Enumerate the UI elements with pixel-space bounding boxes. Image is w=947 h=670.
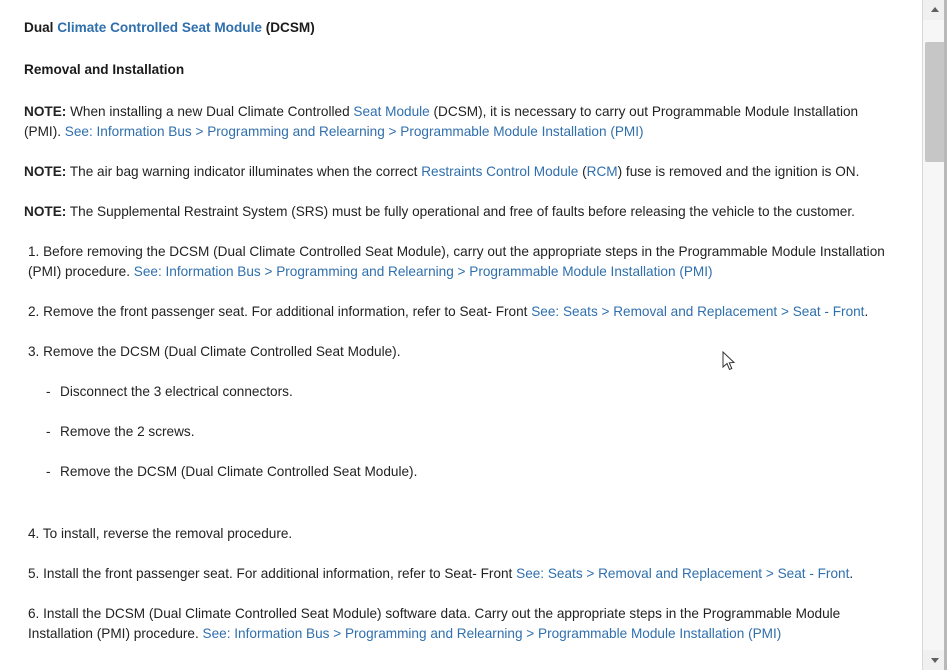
- step-2-link-seat-front[interactable]: See: Seats > Removal and Replacement > Seat - Front: [531, 304, 865, 319]
- note-1-text-2: (DCSM), it is necessary to carry out Programmable Module Installation (PMI).: [24, 104, 859, 139]
- note-2-text-0: The air bag warning indicator illuminates when the correct: [66, 164, 422, 179]
- step-2-text: 2. Remove the front passenger seat. For additional information, refer to Seat- Front: [28, 304, 532, 319]
- page-title: [24, 18, 892, 38]
- note-1-link-pmi[interactable]: See: Information Bus > Programming and Relearning > Programmable Module Installation (PMI): [64, 124, 644, 139]
- step-5: [24, 564, 892, 584]
- substep-3: [24, 462, 892, 482]
- substep-2: [24, 422, 892, 442]
- note-2-label: NOTE:: [24, 164, 67, 179]
- step-1: [24, 242, 892, 282]
- step-3-text: 3. Remove the DCSM (Dual Climate Controlled Seat Module).: [28, 344, 401, 359]
- note-3-label: NOTE:: [24, 204, 67, 219]
- note-3: [24, 202, 892, 222]
- chevron-down-icon: [931, 658, 939, 663]
- step-3: [24, 342, 892, 362]
- page-title-prefix: Dual: [24, 20, 58, 35]
- page-title-link[interactable]: Climate Controlled Seat Module: [57, 20, 262, 35]
- note-1: [24, 102, 892, 142]
- step-4: [24, 524, 892, 544]
- substep-1-text: Disconnect the 3 electrical connectors.: [60, 384, 293, 399]
- note-2-link-rcm-full[interactable]: Restraints Control Module: [421, 164, 579, 179]
- step-5-text-end: .: [849, 566, 854, 581]
- note-2-text-4: ) fuse is removed and the ignition is ON.: [617, 164, 860, 179]
- step-6: [24, 604, 892, 644]
- note-2: [24, 162, 892, 182]
- spacer: [24, 502, 892, 524]
- step-5-text: 5. Install the front passenger seat. For additional information, refer to Seat- Front: [28, 566, 517, 581]
- step-6-link-pmi[interactable]: See: Information Bus > Programming and Relearning > Programmable Module Installation (PMI): [202, 626, 782, 641]
- note-1-text-0: When installing a new Dual Climate Controlled: [66, 104, 354, 119]
- substep-2-dash: -: [46, 424, 51, 439]
- step-2: [24, 302, 892, 322]
- substep-1-dash: -: [46, 384, 51, 399]
- step-1-link-pmi[interactable]: See: Information Bus > Programming and Relearning > Programmable Module Installation (PMI): [133, 264, 713, 279]
- note-1-label: NOTE:: [24, 104, 67, 119]
- substep-1: [24, 382, 892, 402]
- substep-3-dash: -: [46, 464, 51, 479]
- step-1-text: 1. Before removing the DCSM (Dual Climate Controlled Seat Module), carry out the appropriate steps in the Programmable Module Installation (PMI) procedure.: [28, 244, 885, 279]
- scrollbar-thumb[interactable]: [925, 42, 945, 162]
- note-2-text-2: (: [578, 164, 587, 179]
- step-2-text-end: .: [864, 304, 869, 319]
- chevron-up-icon: [931, 7, 939, 12]
- step-4-text: 4. To install, reverse the removal procedure.: [28, 526, 293, 541]
- substep-3-text: Remove the DCSM (Dual Climate Controlled Seat Module).: [60, 464, 418, 479]
- page-title-suffix: (DCSM): [261, 20, 315, 35]
- note-3-text-0: The Supplemental Restraint System (SRS) must be fully operational and free of faults before releasing the vehicle to the customer.: [66, 204, 855, 219]
- note-1-link-seat-module[interactable]: Seat Module: [353, 104, 430, 119]
- note-2-link-rcm[interactable]: RCM: [586, 164, 618, 179]
- substep-2-text: Remove the 2 screws.: [60, 424, 195, 439]
- step-6-text: 6. Install the DCSM (Dual Climate Controlled Seat Module) software data. Carry out the appropriate steps in the Programmable Module Installation (PMI) procedure.: [28, 606, 841, 641]
- section-heading: Removal and Installation: [24, 62, 185, 77]
- step-5-link-seat-front[interactable]: See: Seats > Removal and Replacement > Seat - Front: [516, 566, 850, 581]
